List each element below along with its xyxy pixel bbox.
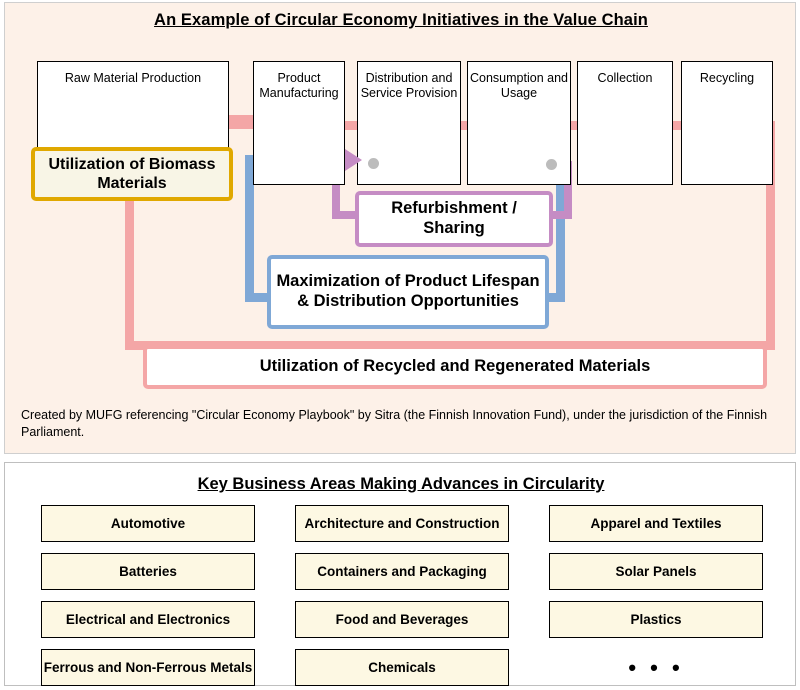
- value-chain-title: An Example of Circular Economy Initiatives in the Value Chain: [154, 11, 648, 29]
- value-chain-panel: [4, 2, 796, 454]
- banner-label: Utilization of Biomass Materials: [48, 155, 216, 192]
- business-area-item[interactable]: Ferrous and Non-Ferrous Metals: [41, 649, 255, 686]
- business-area-item[interactable]: Batteries: [41, 553, 255, 590]
- business-area-item[interactable]: Chemicals: [295, 649, 509, 686]
- business-area-item[interactable]: Solar Panels: [549, 553, 763, 590]
- business-area-column-2: [295, 505, 509, 686]
- banner-label: Utilization of Recycled and Regenerated Materials: [259, 357, 651, 376]
- business-areas-grid: [41, 505, 765, 686]
- business-area-item[interactable]: Plastics: [549, 601, 763, 638]
- node-purple-consumption: [546, 159, 557, 170]
- stage-box-recycling[interactable]: [681, 61, 773, 185]
- business-area-item[interactable]: Food and Beverages: [295, 601, 509, 638]
- node-purple-distribution: [368, 158, 379, 169]
- key-business-areas-title: Key Business Areas Making Advances in Circularity: [197, 475, 605, 493]
- stage-box-product-manufacturing[interactable]: [253, 61, 345, 185]
- purple-arrow-head-distribution: [345, 149, 362, 171]
- business-area-item[interactable]: Electrical and Electronics: [41, 601, 255, 638]
- stage-label: Raw Material Production: [64, 71, 202, 85]
- stage-label: Collection: [597, 71, 653, 85]
- banner-label: Maximization of Product Lifespan & Distribution Opportunities: [276, 272, 540, 310]
- banner-biomass-materials[interactable]: [31, 147, 233, 201]
- stage-label: Consumption and Usage: [470, 71, 568, 100]
- banner-label: Refurbishment / Sharing: [391, 199, 517, 237]
- stage-box-collection[interactable]: [577, 61, 673, 185]
- key-business-areas-panel: [4, 462, 796, 686]
- banner-refurbishment-sharing[interactable]: [355, 191, 553, 247]
- business-area-more-indicator: • • •: [628, 654, 684, 680]
- business-area-column-3: [549, 505, 763, 686]
- business-area-item[interactable]: Apparel and Textiles: [549, 505, 763, 542]
- business-area-item[interactable]: Architecture and Construction: [295, 505, 509, 542]
- stage-label: Distribution and Service Provision: [360, 71, 458, 100]
- stage-label: Recycling: [699, 71, 755, 85]
- banner-product-lifespan[interactable]: [267, 255, 549, 329]
- business-area-column-1: [41, 505, 255, 686]
- stage-label: Product Manufacturing: [259, 71, 339, 100]
- source-note: Created by MUFG referencing "Circular Economy Playbook" by Sitra (the Finnish Innovation Fund), under the jurisdiction of the Finnish Parliament.: [21, 408, 768, 439]
- business-area-item[interactable]: Automotive: [41, 505, 255, 542]
- business-area-item[interactable]: Containers and Packaging: [295, 553, 509, 590]
- banner-recycled-materials[interactable]: [143, 345, 767, 389]
